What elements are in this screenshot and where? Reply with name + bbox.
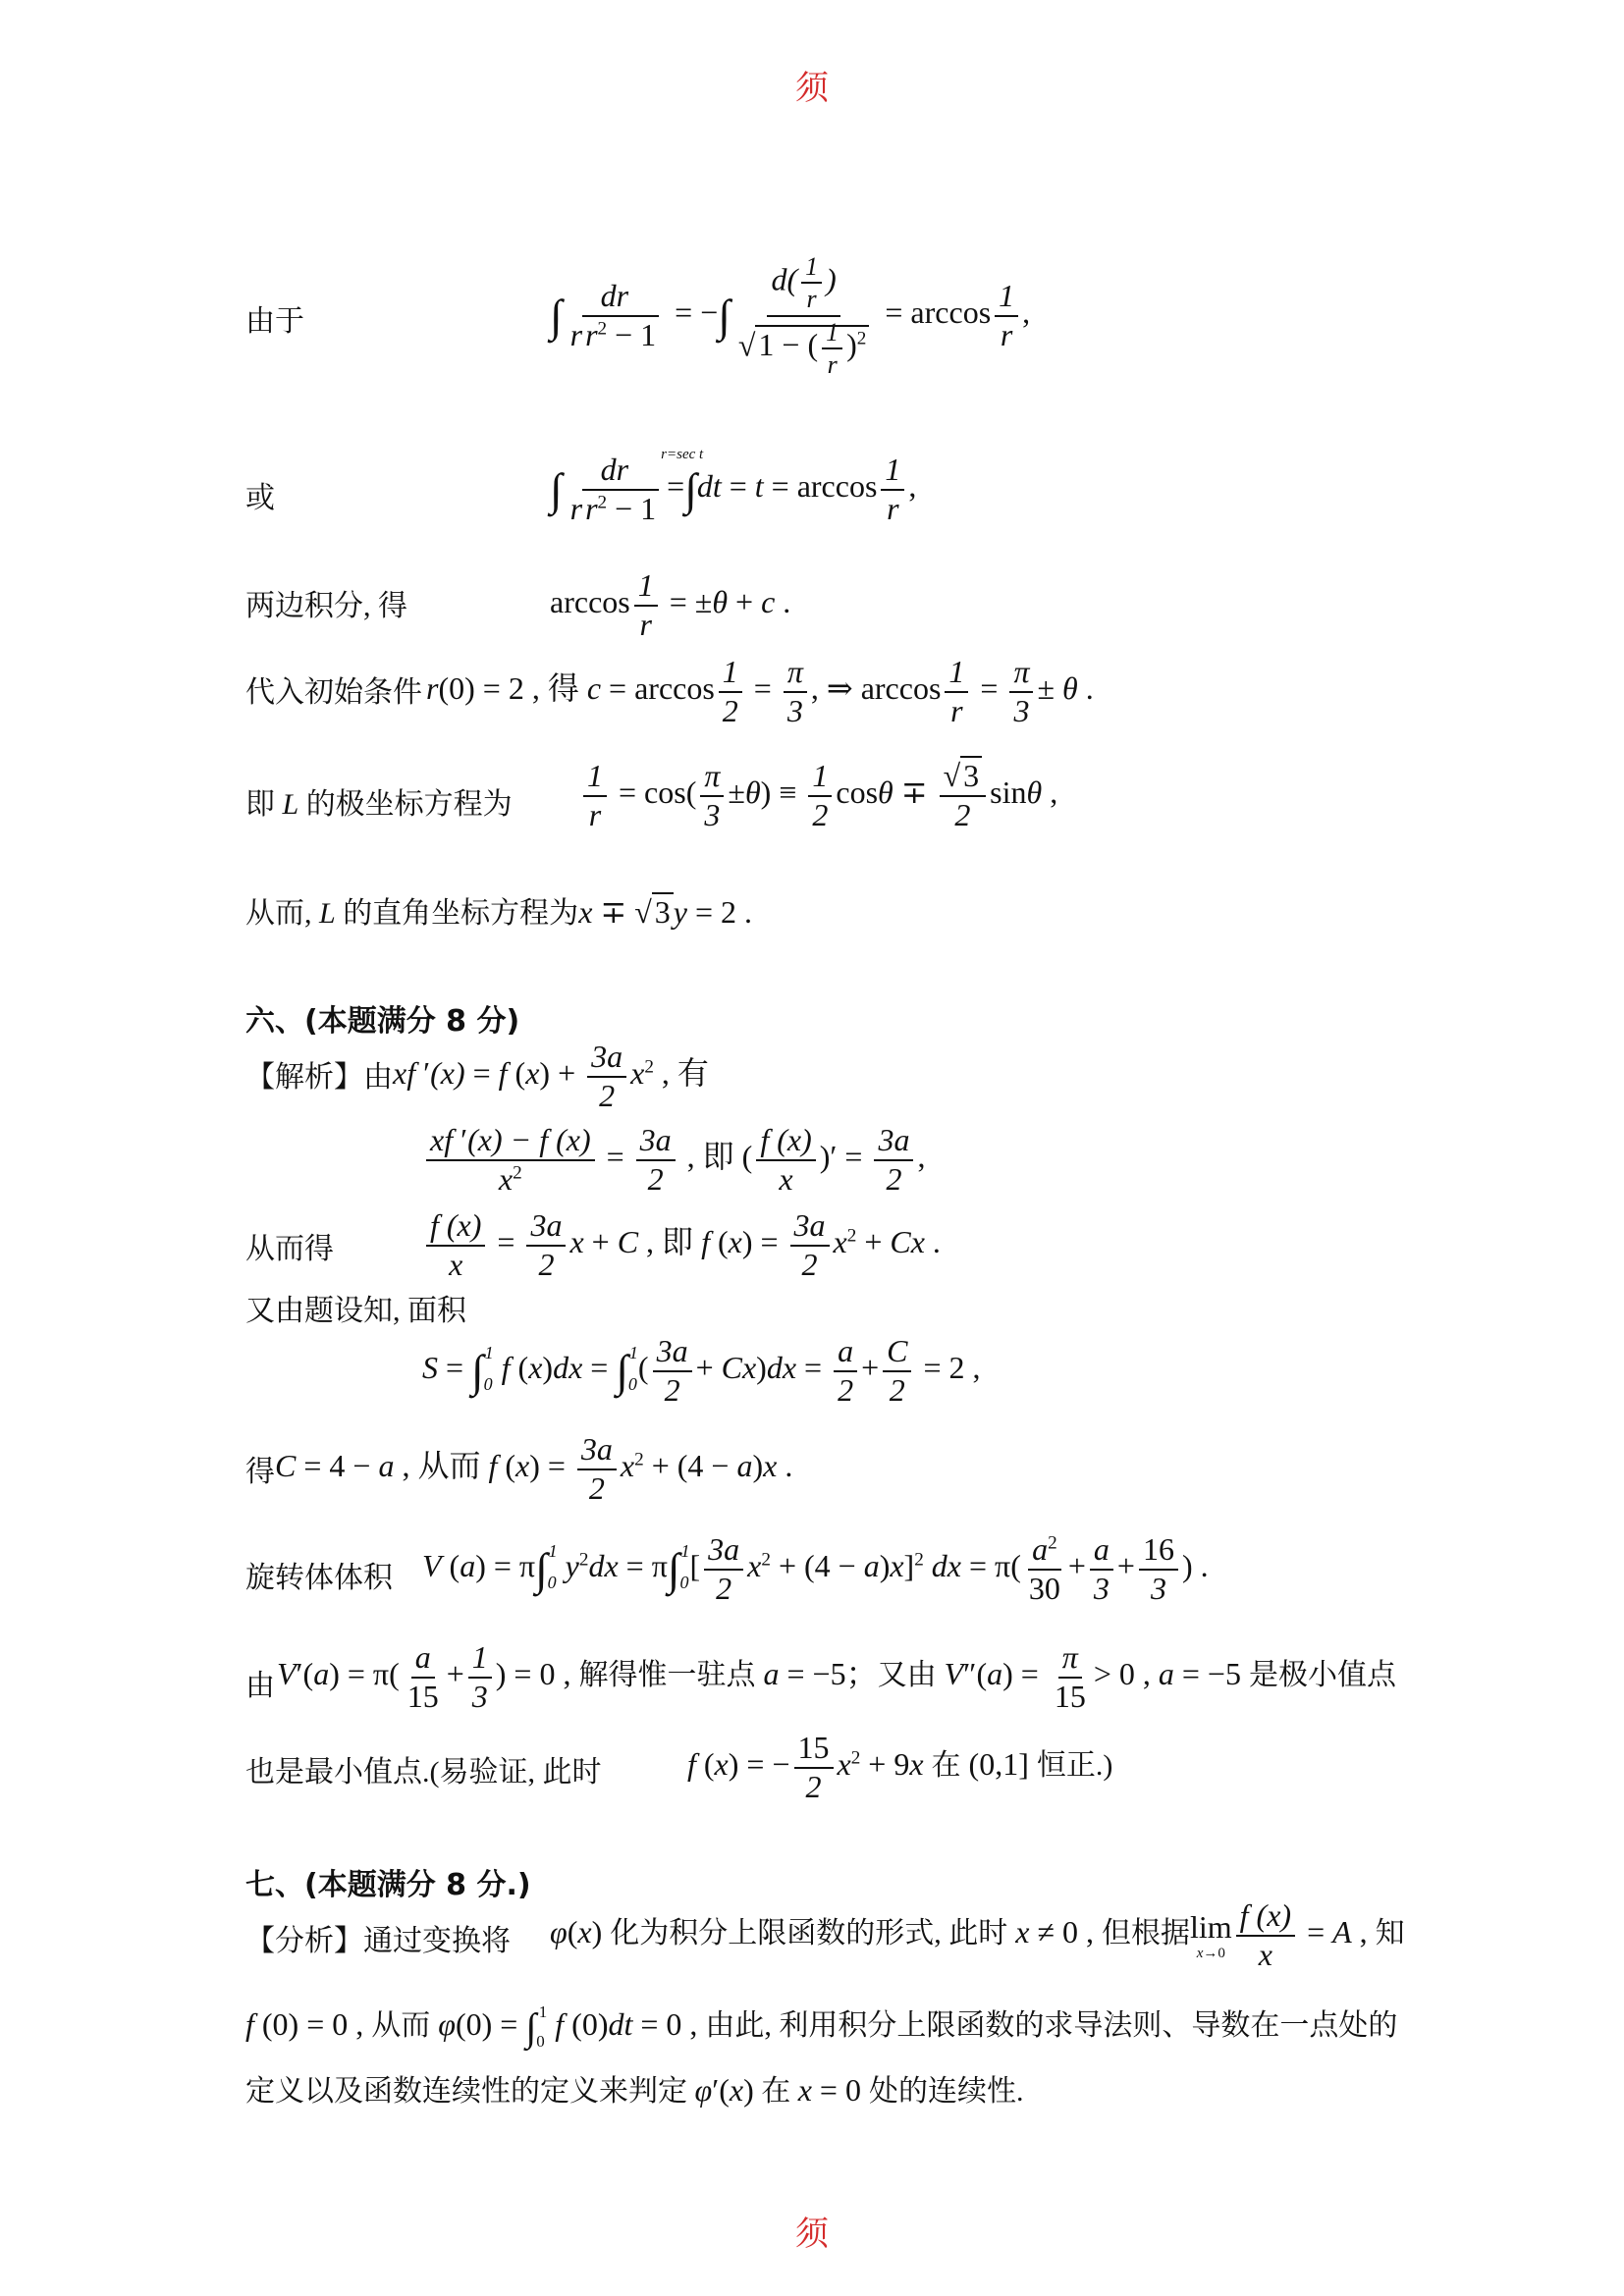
label-de: 得 — [245, 1456, 275, 1488]
equation-c: C = 4 − a , 从而 f (x) = $\frac{3a}{2}$ $x^2 + (4 - a)x$ . — [275, 1431, 793, 1506]
equation-ode: xf ′(x) = f (x) + $\frac{3a}{2}$ $x^2$ , 有 — [393, 1039, 709, 1113]
equation-integral-2: ∫ $\frac{dr}{rr^2 - 1}$ r=sec t =∫dt = t = arccos $\frac{1}{r}$ , — [550, 446, 917, 526]
equation-integral-1: ∫ $\frac{dr}{rr^2 - 1}$ = −∫ d( $\frac{1}{r}$ ) √1 − ( $\frac{1}{r}$ )$^2$ = arccos $\frac{1}{r}$ , — [550, 252, 1031, 379]
equation-arccos: arccos $\frac{1}{r}$ = ±θ + c . — [550, 567, 791, 642]
equation-fx: $\frac{f (x)}{x}$ = $\frac{3a}{2}$ x + C , 即 f (x) = $\frac{3a}{2}$ $x^2 + Cx$ . — [422, 1209, 941, 1281]
equation-min: f (x) = − $\frac{15}{2}$ $x^2 + 9x$ 在 (0,1] 恒正.) — [687, 1730, 1113, 1804]
label-you-yu: 由于 — [245, 305, 304, 338]
label-volume: 旋转体体积 — [245, 1562, 393, 1594]
equation-polar: $\frac{1}{r}$ = cos( $\frac{\pi}{3}$ ±θ) ≡ $\frac{1}{2}$ cosθ ∓ $\frac{√3}{2}$ sinθ , — [579, 760, 1057, 831]
footer-mark: 须 — [795, 2216, 829, 2253]
equation-initial: r(0) = 2 , 得 c = arccos $\frac{1}{2}$ = $\frac{\pi}{3}$ , ⇒ arccos $\frac{1}{r}$ = $\frac{\pi}{3}$ ± θ . — [426, 654, 1094, 728]
section-7-title: 七、(本题满分 8 分.) — [245, 1868, 531, 1902]
equation-area: $S = \int_0^1$ f $(x)dx = \int_0^1$( $\frac{3a}{2}$ + Cx)dx = $\frac{a}{2}$ + $\frac{C}{2}$ = 2 , — [422, 1333, 981, 1408]
equation-analysis: φ(x) 化为积分上限函数的形式, 此时 x ≠ 0 , 但根据 lim x→0 $\frac{f (x)}{x}$ = A , 知 — [550, 1897, 1405, 1972]
label-polar: 即 L 的极坐标方程为 — [245, 788, 513, 821]
equation-f0: f (0) = 0 , 从而 $\varphi(0) = \int_0^1$ f (0)dt = 0 , 由此, 利用积分上限函数的求导法则、导数在一点处的 — [245, 2002, 1398, 2051]
label-area: 又由题设知, 面积 — [245, 1295, 466, 1327]
label-dai-ru: 代入初始条件 — [245, 676, 422, 709]
equation-stationary: V′(a) = π( $\frac{a}{15}$ + $\frac{1}{3}$ ) = 0 , 解得惟一驻点 a = −5；又由 V″(a) = $\frac{\pi}{15}$ > 0 , a = −5 是极小值点 — [277, 1639, 1396, 1714]
label-you-v: 由 — [245, 1670, 275, 1702]
label-dingyi: 定义以及函数连续性的定义来判定 φ′(x) 在 x = 0 处的连续性. — [245, 2072, 1024, 2108]
header-mark: 须 — [795, 71, 829, 107]
label-min: 也是最小值点.(易验证, 此时 — [245, 1756, 602, 1789]
label-cartesian: 从而, L 的直角坐标方程为x ∓ √3y = 2 . — [245, 894, 753, 930]
label-fenxi: 【分析】通过变换将 — [245, 1925, 511, 1957]
label-cong-er-de: 从而得 — [245, 1233, 334, 1265]
section-6-title: 六、(本题满分 8 分) — [245, 1004, 520, 1039]
label-liang-bian: 两边积分, 得 — [245, 590, 407, 622]
equation-derivative: $\frac{xf '(x) - f (x)}{x^2}$ = $\frac{3a}{2}$ , 即 ( $\frac{f (x)}{x}$ )′ = $\frac{3a}{2}$ , — [422, 1124, 925, 1196]
equation-volume: V $(a) = \pi\int_0^1$ $y^2dx = \pi\int_0^1$[ $\frac{3a}{2}$ $x^2 + (4 - a)x]^2$ dx = π( $\frac{a^2}{30}$ + $\frac{a}{3}$ + $\frac{16}{3}$ ) . — [422, 1531, 1209, 1606]
label-jiexi: 【解析】由 — [245, 1061, 393, 1094]
label-huo: 或 — [245, 482, 275, 514]
